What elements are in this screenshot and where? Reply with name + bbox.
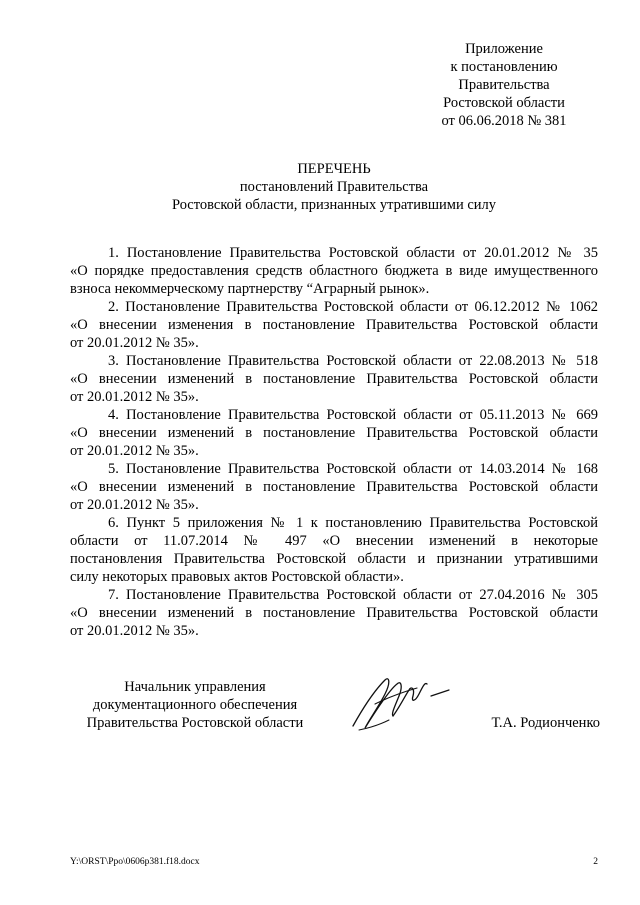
appendix-line: от 06.06.2018 № 381 <box>441 113 567 129</box>
item-line: 3. Постановление Правительства Ростовской области от 22.08.2013 № 518 <box>108 353 598 369</box>
item-line: от 20.01.2012 № 35». <box>70 443 199 459</box>
list-item <box>70 244 598 298</box>
appendix-line: к постановлению <box>450 59 558 75</box>
item-line: от 20.01.2012 № 35». <box>70 335 199 351</box>
signatory-position <box>70 678 320 732</box>
item-line: «О внесении изменений в постановление Правительства Ростовской области <box>70 605 598 621</box>
handwritten-signature <box>345 668 465 738</box>
list-item <box>70 298 598 352</box>
item-line: 4. Постановление Правительства Ростовской области от 05.11.2013 № 669 <box>108 407 598 423</box>
item-line: от 20.01.2012 № 35». <box>70 389 199 405</box>
item-line: от 20.01.2012 № 35». <box>70 497 199 513</box>
file-path: Y:\ORST\Ppo\0606p381.f18.docx <box>70 857 200 867</box>
item-line: «О внесении изменений в постановление Правительства Ростовской области <box>70 371 598 387</box>
list-item <box>70 460 598 514</box>
appendix-line: Приложение <box>465 41 543 57</box>
item-line: 5. Постановление Правительства Ростовской области от 14.03.2014 № 168 <box>108 461 598 477</box>
item-line: «О внесении изменений в постановление Правительства Ростовской области <box>70 479 598 495</box>
position-line: Начальник управления <box>124 679 266 695</box>
item-line: «О внесении изменения в постановление Правительства Ростовской области <box>70 317 598 333</box>
item-line: 2. Постановление Правительства Ростовской области от 06.12.2012 № 1062 <box>108 299 598 315</box>
position-line: документационного обеспечения <box>92 697 298 713</box>
item-line: «О порядке предоставления средств областного бюджета в виде имущественного <box>70 263 598 279</box>
item-line: постановления Правительства Ростовской области и признании утратившими <box>70 551 598 567</box>
item-line: силу некоторых правовых актов Ростовской области». <box>70 569 404 585</box>
heading-title: ПЕРЕЧЕНЬ <box>297 161 371 177</box>
list-item <box>70 514 598 586</box>
list-item <box>70 586 598 640</box>
heading-subtitle: постановлений Правительства <box>239 179 429 195</box>
appendix-header <box>420 40 588 130</box>
item-line: взноса некоммерческому партнерству “Аграрный рынок». <box>70 281 430 297</box>
list-item <box>70 406 598 460</box>
list-item <box>70 352 598 406</box>
item-line: от 20.01.2012 № 35». <box>70 623 199 639</box>
appendix-line: Ростовской области <box>443 95 565 111</box>
heading-subtitle: Ростовской области, признанных утратившими силу <box>171 197 497 213</box>
item-line: «О внесении изменений в постановление Правительства Ростовской области <box>70 425 598 441</box>
signer-name: Т.А. Родионченко <box>491 715 600 731</box>
position-line: Правительства Ростовской области <box>86 715 304 731</box>
page-number: 2 <box>593 857 598 867</box>
appendix-line: Правительства <box>458 77 550 93</box>
repealed-acts-list <box>70 244 598 640</box>
item-line: 6. Пункт 5 приложения № 1 к постановлению Правительства Ростовской <box>108 515 598 531</box>
item-line: 1. Постановление Правительства Ростовской области от 20.01.2012 № 35 <box>108 245 598 261</box>
document-heading <box>70 160 598 214</box>
item-line: 7. Постановление Правительства Ростовской области от 27.04.2016 № 305 <box>108 587 598 603</box>
item-line: области от 11.07.2014 № 497 «О внесении изменений в некоторые <box>70 533 598 549</box>
